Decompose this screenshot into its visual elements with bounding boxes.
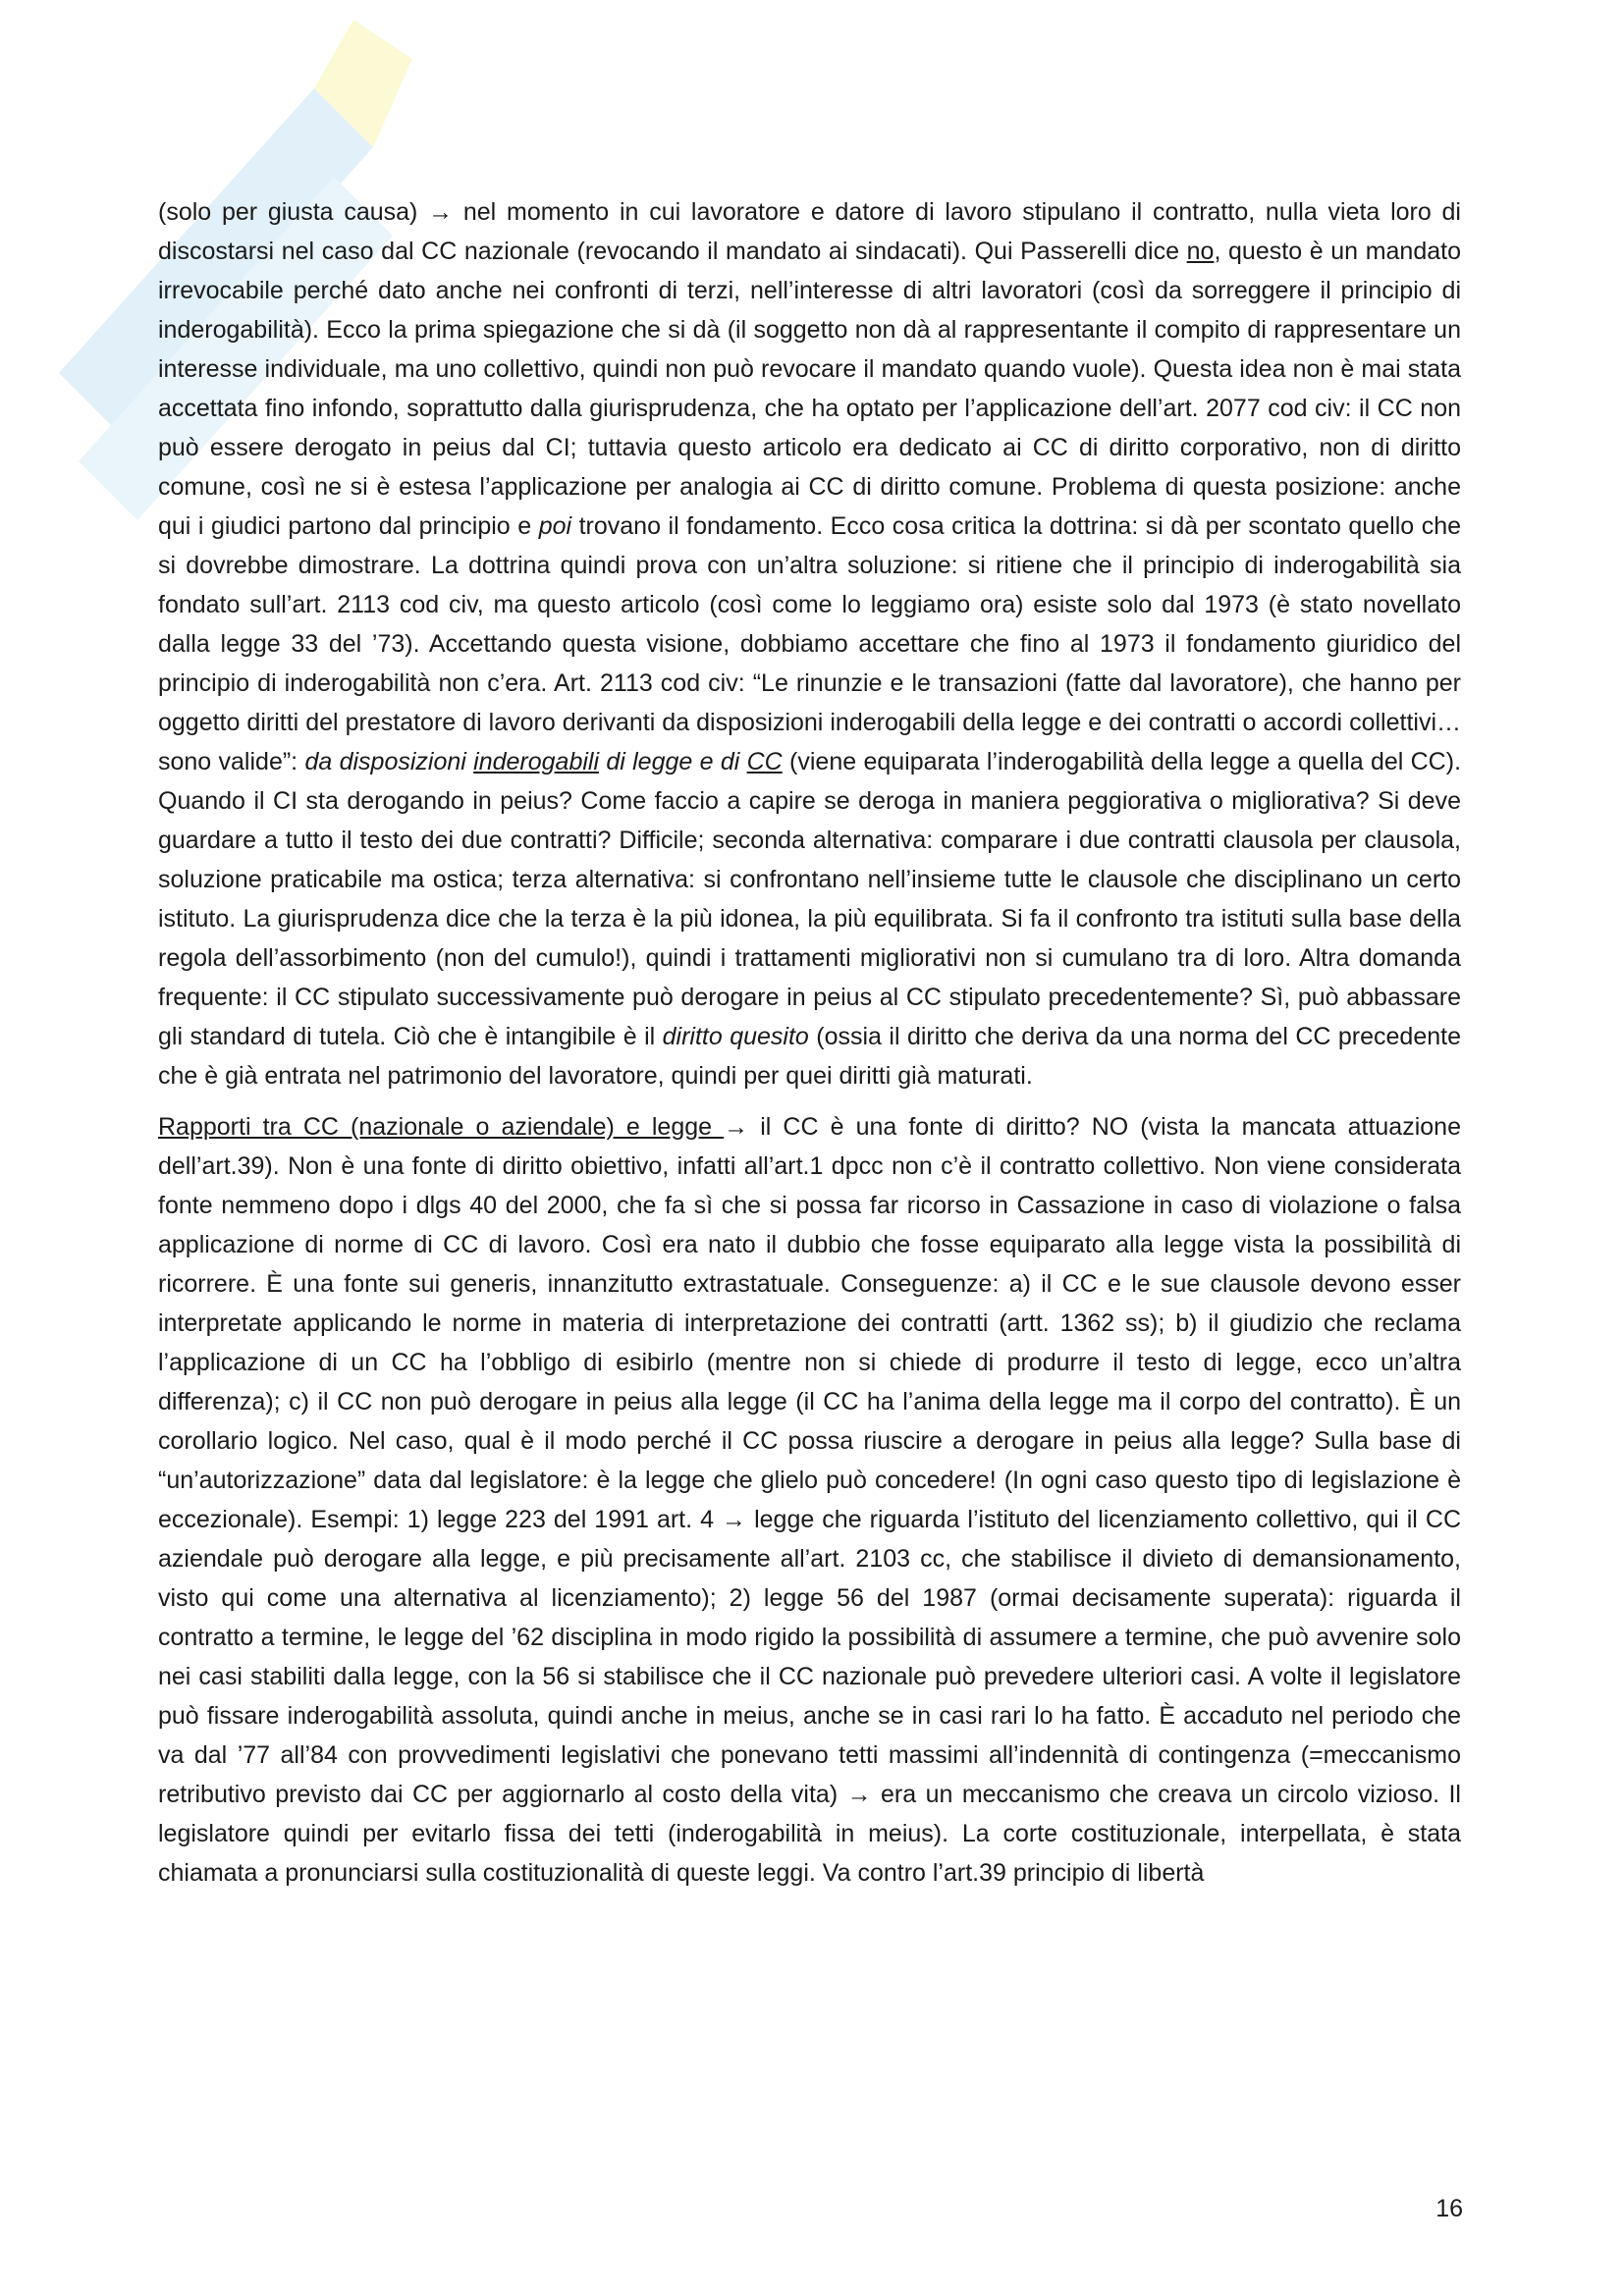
paragraph bbox=[158, 192, 1461, 1095]
text-run: da disposizioni bbox=[304, 748, 474, 775]
text-run: trovano il fondamento. Ecco cosa critica la dottrina: si dà per scontato quello che si dovrebbe dimostrare. La dottrina quindi prova con un’altra soluzione: si ritiene che il principio di inderogabilità sia fondato sull’art. 2113 cod civ, ma questo articolo (così come lo leggiamo ora) esiste solo dal 1973 (è stato novellato dalla legge 33 del ’73). Accettando questa visione, dobbiamo accettare che fino al 1973 il fondamento giuridico del principio di inderogabilità non c’era. Art. 2113 cod civ: “Le rinunzie e le transazioni (fatte dal lavoratore), che hanno per oggetto diritti del prestatore di lavoro derivanti da disposizioni inderogabili della legge e dei contratti o accordi collettivi…sono valide”: bbox=[158, 512, 1461, 775]
text-run: (solo per giusta causa) → nel momento in cui lavoratore e datore di lavoro stipulano il contratto, nulla vieta loro di discostarsi nel caso dal CC nazionale (revocando il mandato ai sindacati). Qui Passerelli dice bbox=[158, 198, 1461, 265]
text-run: CC bbox=[746, 748, 783, 775]
text-run: Rapporti tra CC (nazionale o aziendale) e legge bbox=[158, 1113, 725, 1141]
text-run: no bbox=[1186, 238, 1215, 265]
text-run: , questo è un mandato irrevocabile perché dato anche nei confronti di terzi, nell’interesse di altri lavoratori (così da sorreggere il principio di inderogabilità). Ecco la prima spiegazione che si dà (il soggetto non dà al rappresentante il compito di rappresentare un interesse individuale, ma uno collettivo, quindi non può revocare il mandato quando vuole). Questa idea non è mai stata accettata fino infondo, soprattutto dalla giurisprudenza, che ha optato per l’applicazione dell’art. 2077 cod civ: il CC non può essere derogato in peius dal CI; tuttavia questo articolo era dedicato ai CC di diritto corporativo, non di diritto comune, così ne si è estesa l’applicazione per analogia ai CC di diritto comune. Problema di questa posizione: anche qui i giudici partono dal principio e bbox=[158, 238, 1461, 540]
text-run: → il CC è una fonte di diritto? NO (vista la mancata attuazione dell’art.39). Non è una fonte di diritto obiettivo, infatti all’art.1 dpcc non c’è il contratto collettivo. Non viene considerata fonte nemmeno dopo i dlgs 40 del 2000, che fa sì che si possa far ricorso in Cassazione in caso di violazione o falsa applicazione di norme di CC di lavoro. Così era nato il dubbio che fosse equiparato alla legge vista la possibilità di ricorrere. È una fonte sui generis, innanzitutto extrastatuale. Conseguenze: a) il CC e le sue clausole devono esser interpretate applicando le norme in materia di interpretazione dei contratti (artt. 1362 ss); b) il giudizio che reclama l’applicazione di un CC ha l’obbligo di esibirlo (mentre non si chiede di produrre il testo di legge, ecco un’altra differenza); c) il CC non può derogare in peius alla legge (il CC ha l’anima della legge ma il corpo del contratto). È un corollario logico. Nel caso, qual è il modo perché il CC possa riuscire a derogare in peius alla legge? Sulla base di “un’autorizzazione” data dal legislatore: è la legge che glielo può concedere! (In ogni caso questo tipo di legislazione è eccezionale). Esempi: 1) legge 223 del 1991 art. 4 → legge che riguarda l’istituto del licenziamento collettivo, qui il CC aziendale può derogare alla legge, e più precisamente all’art. 2103 cc, che stabilisce il divieto di demansionamento, visto qui come una alternativa al licenziamento); 2) legge 56 del 1987 (ormai decisamente superata): riguarda il contratto a termine, le legge del ’62 disciplina in modo rigido la possibilità di assumere a termine, che può avvenire solo nei casi stabiliti dalla legge, con la 56 si stabilisce che il CC nazionale può prevedere ulteriori casi. A volte il legislatore può fissare inderogabilità assoluta, quindi anche in meius, anche se in casi rari lo ha fatto. È accaduto nel periodo che va dal ’77 all’84 con provvedimenti legislativi che ponevano tetti massimi all’indennità di contingenza (=meccanismo retributivo previsto dai CC per aggiornarlo al costo della vita) → era un meccanismo che creava un circolo vizioso. Il legislatore quindi per evitarlo fissa dei tetti (inderogabilità in meius). La corte costituzionale, interpellata, è stata chiamata a pronunciarsi sulla costituzionalità di queste leggi. Va contro l’art.39 principio di libertà bbox=[158, 1113, 1461, 1887]
text-run: inderogabili bbox=[473, 748, 600, 775]
paragraph bbox=[158, 1107, 1461, 1893]
text-run: di legge e di bbox=[599, 748, 747, 775]
page-number: 16 bbox=[1435, 2195, 1463, 2222]
text-run: (viene equiparata l’inderogabilità della legge a quella del CC). Quando il CI sta derogando in peius? Come faccio a capire se deroga in maniera peggiorativa o migliorativa? Si deve guardare a tutto il testo dei due contratti? Difficile; seconda alternativa: comparare i due contratti clausola per clausola, soluzione praticabile ma ostica; terza alternativa: si confrontano nell’insieme tutte le clausole che disciplinano un certo istituto. La giurisprudenza dice che la terza è la più idonea, la più equilibrata. Si fa il confronto tra istituti sulla base della regola dell’assorbimento (non del cumulo!), quindi i trattamenti migliorativi non si cumulano tra di loro. Altra domanda frequente: il CC stipulato successivamente può derogare in peius al CC stipulato precedentemente? Sì, può abbassare gli standard di tutela. Ciò che è intangibile è il bbox=[158, 748, 1462, 1050]
text-run: poi bbox=[538, 512, 572, 540]
text-run: diritto quesito bbox=[662, 1023, 809, 1050]
document-body bbox=[158, 192, 1461, 1893]
text-run: (ossia il diritto che deriva da una norma del CC precedente che è già entrata nel patrimonio del lavoratore, quindi per quei diritti già maturati. bbox=[158, 1023, 1461, 1090]
